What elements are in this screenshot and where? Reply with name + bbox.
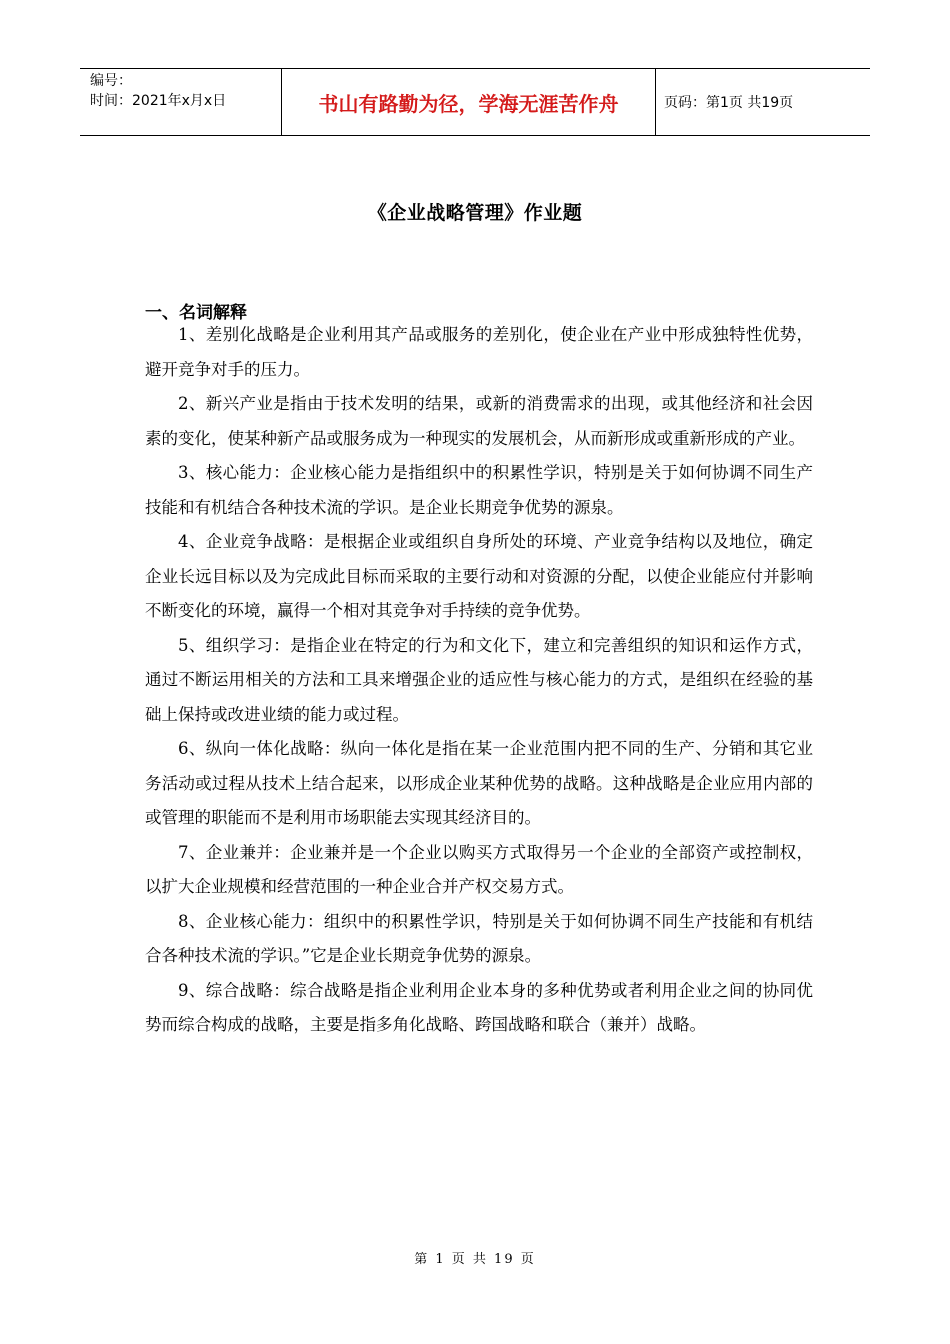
header-page-info-text: 页码：第1页 共19页 (664, 95, 794, 111)
term-definition-8: 8、企业核心能力：组织中的积累性学识，特别是关于如何协调不同生产技能和有机结合各种技术流的学识。”它是企业长期竞争优势的源泉。 (145, 911, 813, 965)
section-heading: 一、名词解释 (145, 303, 247, 323)
header-motto-text: 书山有路勤为径，学海无涯苦作舟 (318, 91, 619, 116)
term-definition-2: 2、新兴产业是指由于技术发明的结果，或新的消费需求的出现，或其他经济和社会因素的变化，使某种新产品或服务成为一种现实的发展机会，从而新形成或重新形成的产业。 (145, 394, 813, 448)
header-page-info (656, 69, 870, 135)
term-definition-6: 6、纵向一体化战略：纵向一体化是指在某一企业范围内把不同的生产、分销和其它业务活动或过程从技术上结合起来，以形成企业某种优势的战略。这种战略是企业应用内部的或管理的职能而不是利用市场职能去实现其经济目的。 (145, 739, 813, 827)
term-definition-4: 4、企业竞争战略：是根据企业或组织自身所处的环境、产业竞争结构以及地位，确定企业长远目标以及为完成此目标而采取的主要行动和对资源的分配，以使企业能应付并影响不断变化的环境，赢得一个相对其竞争对手持续的竞争优势。 (145, 532, 813, 620)
term-definition-9: 9、综合战略：综合战略是指企业利用企业本身的多种优势或者利用企业之间的协同优势而综合构成的战略，主要是指多角化战略、跨国战略和联合（兼并）战略。 (145, 980, 813, 1034)
document-body (145, 318, 813, 1043)
term-definition-7: 7、企业兼并：企业兼并是一个企业以购买方式取得另一个企业的全部资产或控制权，以扩大企业规模和经营范围的一种企业合并产权交易方式。 (145, 842, 813, 896)
term-definition-5: 5、组织学习：是指企业在特定的行为和文化下，建立和完善组织的知识和运作方式，通过不断运用相关的方法和工具来增强企业的适应性与核心能力的方式，是组织在经验的基础上保持或改进业绩的能力或过程。 (145, 635, 813, 724)
header-date-label: 时间：2021年x月x日 (90, 93, 227, 109)
header-motto (282, 69, 656, 135)
header-number-label: 编号： (90, 73, 132, 89)
term-definition-1: 1、差别化战略是企业利用其产品或服务的差别化，使企业在产业中形成独特性优势，避开竞争对手的压力。 (145, 325, 813, 379)
header-meta (80, 69, 282, 135)
term-definition-3: 3、核心能力：企业核心能力是指组织中的积累性学识，特别是关于如何协调不同生产技能和有机结合各种技术流的学识。是企业长期竞争优势的源泉。 (145, 463, 813, 517)
document-title: 《企业战略管理》作业题 (367, 202, 583, 224)
page-footer: 第 1 页 共 19 页 (414, 1252, 536, 1267)
document-header (80, 68, 870, 136)
